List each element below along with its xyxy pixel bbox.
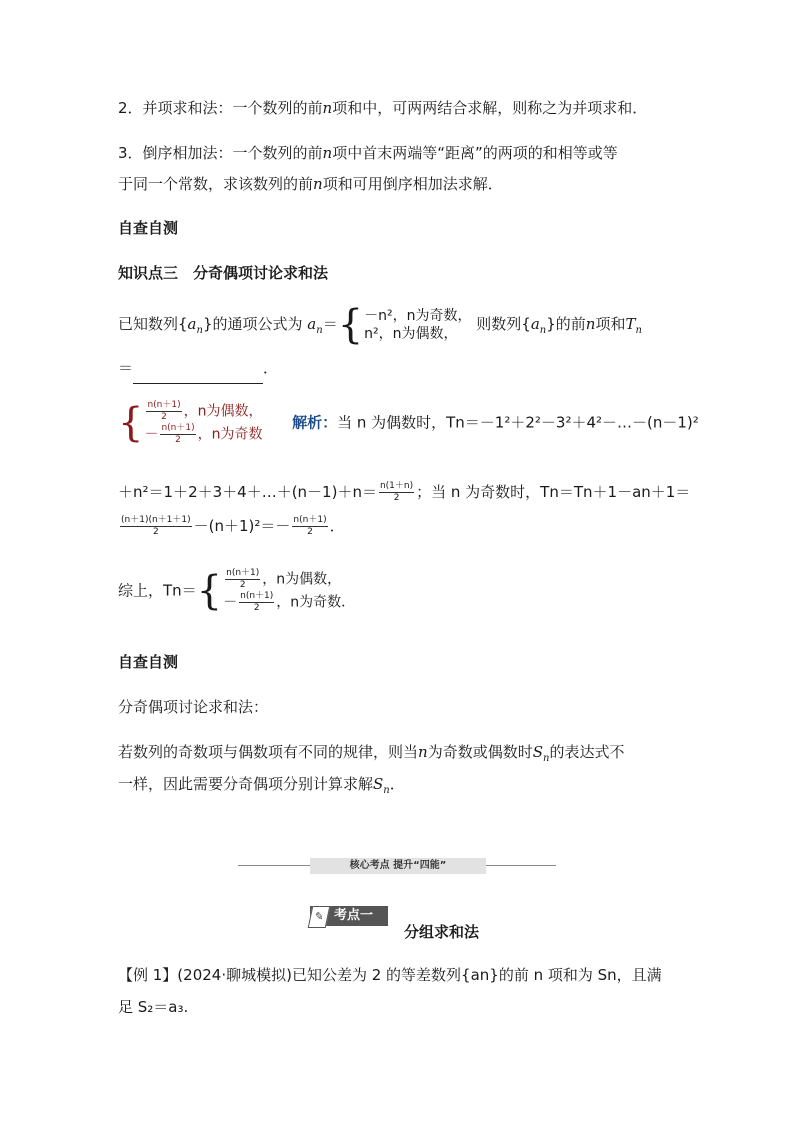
banner-text: 核心考点 提升“四能” [310, 858, 486, 874]
question-line1: 已知数列$\{a_n\}$的通项公式为 $a_n=\{-n^2$，n为奇数， n²，n为偶数， 则数列$\{a_n\}$的前n项和$T_n$ [118, 301, 642, 348]
knowledge-point-title: 知识点三 分奇偶项讨论求和法 [118, 264, 329, 282]
answer-block [118, 400, 699, 446]
example-line2: 足 S₂＝a₃. [118, 998, 189, 1016]
example-line1: 【例 1】(2024·聊城模拟)已知公差为 2 的等差数列{an}的前 n 项和为 Sn，且满 [118, 966, 662, 984]
self-check-heading-2: 自查自测 [118, 653, 179, 671]
analysis-line3: $\frac{(n+1)(n+1+1)}{2}$ －(n＋1)²＝－ $\frac{n(n+1)}{2}$ ． [121, 515, 345, 537]
paragraph-reverse-sum-line2: 于同一个常数，求该数列的前n项和可用倒序相加法求解． [118, 175, 503, 193]
section-banner [238, 856, 556, 876]
pen-icon: ✎ [308, 906, 331, 928]
method-text-line2: 一样，因此需要分奇偶项分别计算求解$S_n$． [118, 775, 405, 796]
answer-blank [133, 363, 263, 384]
paragraph-merge-sum: 2．并项求和法：一个数列的前n项和中，可两两结合求解，则称之为并项求和． [118, 99, 648, 117]
exam-point-badge: ✎ 考点一 [310, 906, 388, 926]
left-brace: { [337, 301, 364, 348]
section-title: 分组求和法 [404, 923, 480, 941]
piecewise-cases: －n²，n为奇数， n²，n为偶数， [364, 307, 472, 342]
analysis-line2: ＋n²＝1＋2＋3＋4＋…＋(n－1)＋n＝ $\frac{n(1+n)}{2}$ ；当 n 为奇数时，Tn＝Tn＋1－an＋1＝ [118, 481, 691, 503]
method-text-line1: 若数列的奇数项与偶数项有不同的规律，则当n为奇数或偶数时$S_n$的表达式不 [118, 743, 625, 764]
paragraph-reverse-sum-line1: 3．倒序相加法：一个数列的前n项中首末两端等“距离”的两项的和相等或等 [118, 144, 618, 162]
self-check-heading-1: 自查自测 [118, 219, 179, 237]
answer-cases: $\frac{n(n+1)}{2}$ ，n为偶数， － $\frac{n(n+1)}{2}$ ，n为奇数 [144, 400, 263, 445]
answer-brace: { [118, 400, 144, 446]
question-line2: ＝ ． [118, 352, 678, 384]
summary-line: 综上，Tn＝{ $\frac{n(n+1)}{2}$ ，n为偶数， － $\frac{n(n+1)}{2}$ ，n为奇数． [118, 568, 356, 614]
analysis-label: 解析： [292, 413, 338, 432]
analysis-line1: 当 n 为偶数时，Tn＝－1²＋2²－3²＋4²－…－(n－1)² [337, 413, 699, 432]
method-title: 分奇偶项讨论求和法： [118, 698, 269, 716]
